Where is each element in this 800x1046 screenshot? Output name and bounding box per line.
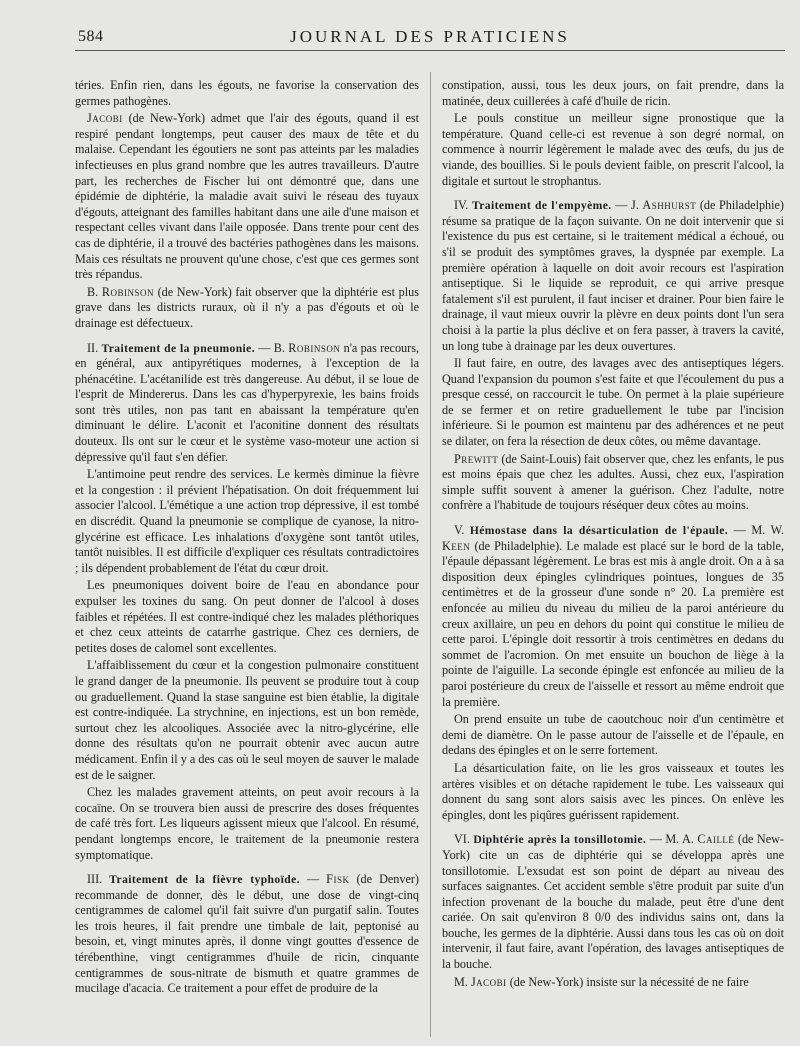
author-name: Keen	[442, 538, 471, 553]
section-number: II.	[87, 340, 102, 355]
section-number: VI.	[454, 832, 474, 847]
paragraph-text: La désarticulation faite, on lie les gros vaisseaux et toutes les artères visibles et on détache rapidement le tube. Les vaisseaux qui donnent du sang sont alors saisis avec les pinces. On enlève les épingles, dont les piqûres guérissent rapidement.	[442, 760, 784, 822]
body-paragraph	[442, 78, 784, 109]
paragraph-text: (de Philadelphie). Le malade est placé sur le bord de la table, l'épaule dépassant légèrement. Le bras est mis à angle droit. On a à sa disposition deux épingles cylindriques pointues, longues de 35 centimètres et de la grosseur d'une sonde n° 20. La première est enfoncée au milieu du niveau du milieu de la paroi antérieure du creux axillaire, un peu en dehors du point qui constitue le milieu de cette paroi. L'épingle doit ressortir à trois centimètres en dedans du sommet de l'acromion. On met ensuite un bouchon de liège à la pointe de l'aiguille. La seconde épingle est enfoncée au milieu de la paroi postérieure du creux de l'aisselle et ressort au même endroit que la première.	[442, 538, 784, 709]
author-name: Ashhurst	[642, 198, 697, 213]
body-paragraph	[75, 467, 419, 576]
section-number: III.	[87, 872, 110, 887]
paragraph-text: Chez les malades gravement atteints, on peut avoir recours à la cocaïne. On se trouvera bien aussi de prescrire des doses fréquentes de café très fort. Les liqueurs agissent mieux que l'alcool. En résumé, pendant longtemps encore, le traitement de la pneumonie restera symptomatique.	[75, 785, 419, 862]
author-name: Prewitt	[454, 451, 499, 466]
paragraph-text: Il faut faire, en outre, des lavages avec des antiseptiques légers. Quand l'expansion du poumon s'est faite et que l'écoulement du pus a presque cessé, on raccourcit le tube. On permet à la plaie supérieure de se fermer et on retire graduellement le tube par l'incision inférieure. Si le poumon est maintenu par des adhérences et ne peut se dilater, on fera la résection de deux côtes, ou même davantage.	[442, 356, 784, 449]
author-initials: — B.	[255, 340, 289, 355]
section-title: Traitement de la pneumonie.	[101, 341, 256, 355]
paragraph-text: L'antimoine peut rendre des services. Le kermès diminue la fièvre et la congestion : il prévient l'hépatisation. On doit fréquemment lui associer l'alcool. L'émétique a une action trop dépressive, il est tombé en discrédit. Quand la pneumonie se complique de cyanose, la nitro-glycérine est efficace. Les inhalations d'oxygène sont tantôt utiles, tantôt nuisibles. Il est difficile d'expliquer ces résultats contradictoires ; ils dépendent probablement de l'état du cœur droit.	[75, 467, 419, 575]
author-initials: B.	[87, 284, 102, 299]
section-title: Diphtérie après la tonsillotomie.	[473, 833, 647, 847]
body-paragraph	[442, 452, 784, 514]
paragraph-text: Le pouls constitue un meilleur signe pronostique que la température. Quand celle-ci est revenue à son degré normal, on commence à nourrir légèrement le malade avec des œufs, du jus de viande, des bouillies. Si le pouls devient faible, on prescrit l'alcool, la digitale et surtout le strophantus.	[442, 111, 784, 188]
section-paragraph	[442, 198, 784, 354]
body-paragraph	[75, 78, 419, 109]
author-name: Robinson	[101, 284, 154, 299]
author-initials: — M. W.	[728, 523, 784, 538]
paragraph-text: (de New-York) fait observer que la diphtérie est plus grave dans les districts ruraux, où il n'y a pas d'égouts et où le drainage est défectueux.	[75, 284, 419, 330]
body-paragraph	[75, 285, 419, 332]
body-paragraph	[442, 712, 784, 759]
author-name: Robinson	[288, 340, 341, 355]
paragraph-text: (de Philadelphie) résume sa pratique de la façon suivante. On ne doit intervenir que si l'existence du pus est certaine, si le traitement médical a échoué, ou s'il se produit des symptômes graves, la dyspnée par exemple. La première opération à laquelle on doit avoir recours est l'aspiration antiseptique. Si le liquide se reproduit, ce qui arrive presque fatalement s'il est purulent, il faut inciser et drainer. Pour bien faire le drainage, il vaut mieux ouvrir la plèvre en deux points dont l'un sera choisi à la partie la plus déclive et on fera passer, à travers la cavité, un long tube à drainage par les deux ouvertures.	[442, 198, 784, 353]
author-name: Jacobi	[87, 111, 123, 126]
section-paragraph	[442, 523, 784, 710]
paragraph-text: constipation, aussi, tous les deux jours, on fait prendre, dans la matinée, deux cuillerées à café d'huile de ricin.	[442, 78, 784, 108]
author-initials: — J.	[611, 198, 643, 213]
body-paragraph	[75, 578, 419, 656]
author-name: Jacobi	[470, 974, 507, 989]
paragraph-text: Les pneumoniques doivent boire de l'eau en abondance pour expulser les toxines du sang. On peut donner de l'alcool à doses faibles et répétées. Il est contre-indiqué chez les malades pléthoriques et chez ceux atteints de catarrhe gastrique. Chez ces derniers, de petites doses de calomel sont excellentes.	[75, 578, 419, 655]
body-paragraph	[442, 761, 784, 823]
body-paragraph	[75, 658, 419, 783]
author-initials: —	[299, 872, 327, 887]
body-paragraph	[75, 785, 419, 863]
section-number: V.	[454, 523, 470, 538]
left-column	[75, 78, 419, 1038]
section-paragraph	[75, 872, 419, 997]
section-title: Traitement de la fièvre typhoïde.	[109, 873, 300, 887]
paragraph-text: (de New-York) cite un cas de diphtérie qui se développa après une tonsillotomie. L'exsudat est son point de départ au niveau des surfaces saignantes. Cet accident semble s'être produit par suite d'un infection provenant de la bouche du malade, peut être d'une dent cariée. On sait qu'environ 8 0/0 des individus sains ont, dans la bouche, les germes de la diphtérie. Aussi dans tous les cas où on doit intervenir, il faut faire, avant l'opération, des lavages antiseptiques de la bouche.	[442, 832, 784, 972]
paragraph-text: (de New-York) insiste sur la nécessité de ne faire	[506, 974, 749, 989]
paragraph-text: téries. Enfin rien, dans les égouts, ne favorise la conservation des germes pathogènes.	[75, 78, 419, 108]
author-name: Fisk	[326, 872, 350, 887]
journal-title: JOURNAL DES PRATICIENS	[290, 27, 570, 46]
column-divider	[430, 72, 431, 1037]
paragraph-text: L'affaiblissement du cœur et la congestion pulmonaire constituent le grand danger de la pneumonie. Ils peuvent se produire tout à coup ou graduellement. Quand la stase sanguine est bien établie, la digitale est contre-indiquée. La strychnine, en injections, est un bon remède, surtout chez les alcooliques. Associée avec la nitro-glycérine, elle donne des résultats qu'on ne pourrait obtenir avec aucun autre médicament. Enfin il y a des cas où le seul moyen de sauver le malade est de le saigner.	[75, 658, 419, 782]
paragraph-text: On prend ensuite un tube de caoutchouc noir d'un centimètre et demi de diamètre. On le passe autour de l'aisselle et de l'épaule, en dedans des épingles et on le serre fortement.	[442, 712, 784, 758]
section-paragraph	[75, 341, 419, 466]
paragraph-text: n'a pas recours, en général, aux antipyrétiques modernes, à l'exception de la phénacétine. L'acétanilide est très dangereuse. Au début, il se loue de l'esprit de Mindererus. Dans les cas d'hyperpyrexie, les bains froids sont très utiles, non pas tant en abaissant la température qu'en diminuant le délire. L'aconit et l'aconitine donnent des résultats douteux. Ils ont sur le cœur et le système vaso-moteur une action si dépressive qu'il faut s'en défier.	[75, 340, 419, 464]
page-number: 584	[78, 28, 104, 45]
author-initials: M.	[454, 974, 471, 989]
section-number: IV.	[454, 198, 472, 213]
author-name: Caillé	[697, 832, 735, 847]
page-header	[75, 26, 785, 51]
paragraph-text: (de Denver) recommande de donner, dès le début, une dose de vingt-cinq centigrammes de calomel qu'il fait suivre d'un purgatif salin. Toutes les trois heures, il fait prendre une timbale de lait, peptonisé au besoin, et, vingt minutes après, il donne vingt gouttes d'essence de térébenthine, vingt centigrammes d'huile de ricin, cinquante centigrammes de sous-nitrate de bismuth et quatre grammes de mucilage d'acacia. Ce traitement a pour effet de produire de la	[75, 872, 419, 996]
body-paragraph	[75, 111, 419, 283]
paragraph-text: (de Saint-Louis) fait observer que, chez les enfants, le pus est moins épais que chez les adultes. Aussi, chez eux, l'aspiration simple suffit souvent à amener la guérison. Chez l'adulte, notre confrère a l'habitude de toujours réséquer deux côtes au moins.	[442, 451, 784, 513]
body-paragraph	[442, 975, 784, 991]
right-column	[442, 78, 784, 1038]
paragraph-text: (de New-York) admet que l'air des égouts, quand il est respiré pendant longtemps, peut causer des maux de tête et du malaise. Cependant les égoutiers ne sont pas atteints par les maladies infectieuses en plus grand nombre que les autres travailleurs. D'autre part, les recherches de Fischer lui ont démontré que, dans une épidémie de diphtérie, la maladie avait suivi le réseau des tuyaux d'égouts, atteignant des familles habitant dans une aile d'une maison et respectant celles vivant dans l'aile opposée. Dans trente pour cent des cas de diphtérie, il a trouvé des bactéries pathogènes dans les maisons. Mais ces résultats ne prouvent qu'une chose, c'est que ces germes sont très répandus.	[75, 111, 419, 282]
section-paragraph	[442, 832, 784, 972]
section-title: Hémostase dans la désarticulation de l'épaule.	[469, 524, 729, 538]
body-paragraph	[442, 356, 784, 450]
section-title: Traitement de l'empyème.	[471, 199, 612, 213]
body-paragraph	[442, 111, 784, 189]
author-initials: — M. A.	[646, 832, 698, 847]
